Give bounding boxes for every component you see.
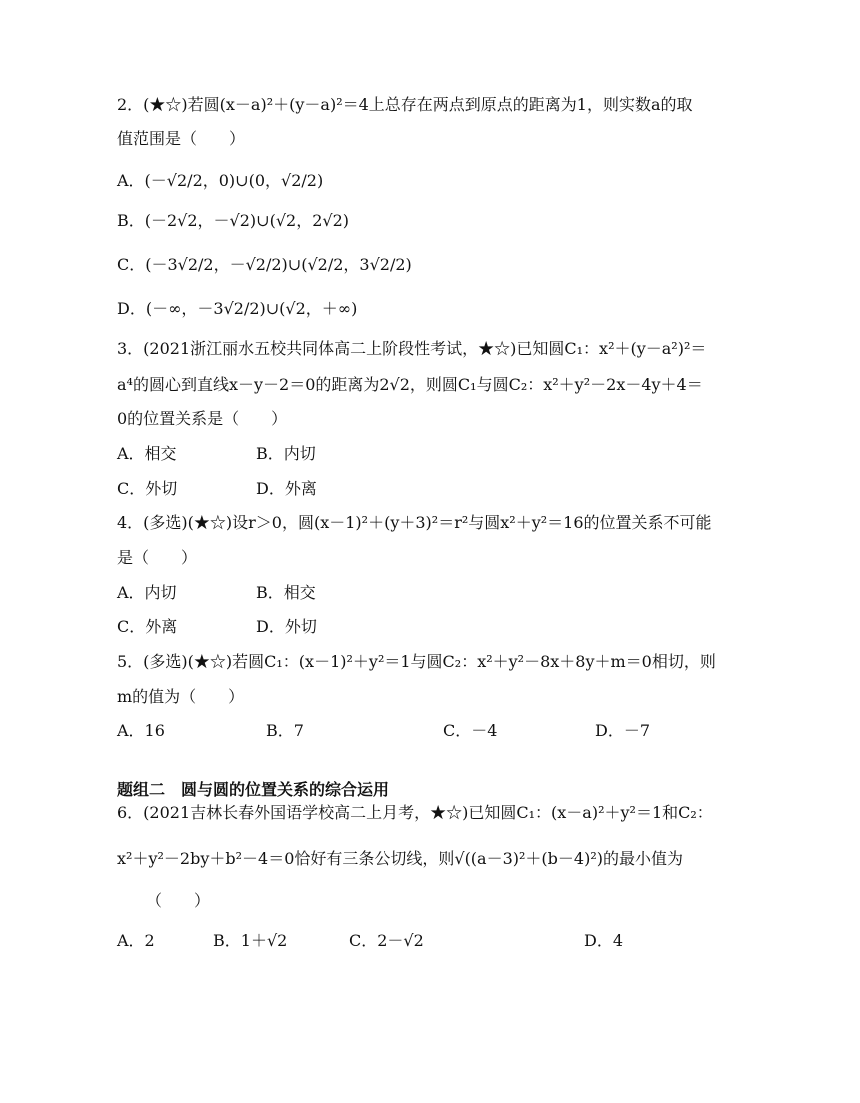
q5-option-d: D．－7 bbox=[595, 721, 651, 740]
q4-option-d: D．外切 bbox=[256, 617, 317, 636]
q3-option-b: B．内切 bbox=[256, 444, 316, 463]
q2-option-a: A．(－√2/2，0)∪(0，√2/2) bbox=[117, 171, 324, 190]
q6-line-2: x²＋y²－2by＋b²－4＝0恰好有三条公切线，则√((a－3)²＋(b－4)²)的最小值为 bbox=[117, 849, 683, 868]
q3-line-1: 3．(2021浙江丽水五校共同体高二上阶段性考试，★☆)已知圆C₁：x²＋(y－a²)²＝ bbox=[117, 339, 707, 358]
q2-option-b: B．(－2√2，－√2)∪(√2，2√2) bbox=[117, 211, 349, 230]
q5-option-c: C．－4 bbox=[443, 721, 498, 740]
q2-option-d: D．(－∞，－3√2/2)∪(√2，＋∞) bbox=[117, 299, 358, 318]
q5-option-b: B．7 bbox=[266, 721, 304, 740]
q6-option-d: D．4 bbox=[584, 931, 624, 950]
q3-line-3: 0的位置关系是（ ） bbox=[117, 409, 288, 428]
q3-option-d: D．外离 bbox=[256, 479, 317, 498]
q5-line-2: m的值为（ ） bbox=[117, 687, 245, 706]
q6-line-3: （ ） bbox=[146, 891, 211, 910]
q3-option-a: A．相交 bbox=[117, 444, 177, 463]
q4-option-b: B．相交 bbox=[256, 583, 316, 602]
q2-line-2: 值范围是（ ） bbox=[117, 129, 246, 148]
q5-line-1: 5．(多选)(★☆)若圆C₁：(x－1)²＋y²＝1与圆C₂：x²＋y²－8x＋8y＋m＝0相切，则 bbox=[117, 652, 716, 671]
section-heading: 题组二 圆与圆的位置关系的综合运用 bbox=[117, 780, 390, 799]
q3-option-c: C．外切 bbox=[117, 479, 178, 498]
q5-option-a: A．16 bbox=[117, 721, 165, 740]
q6-line-1: 6．(2021吉林长春外国语学校高二上月考，★☆)已知圆C₁：(x－a)²＋y²＝1和C₂： bbox=[117, 803, 713, 822]
q2-option-c: C．(－3√2/2，－√2/2)∪(√2/2，3√2/2) bbox=[117, 255, 412, 274]
q4-line-1: 4．(多选)(★☆)设r＞0，圆(x－1)²＋(y＋3)²＝r²与圆x²＋y²＝16的位置关系不可能 bbox=[117, 513, 712, 532]
q4-option-c: C．外离 bbox=[117, 617, 178, 636]
q6-option-a: A．2 bbox=[117, 931, 155, 950]
q2-line-1: 2．(★☆)若圆(x－a)²＋(y－a)²＝4上总存在两点到原点的距离为1，则实数a的取 bbox=[117, 95, 693, 114]
q6-option-c: C．2－√2 bbox=[349, 931, 424, 950]
q3-line-2: a⁴的圆心到直线x－y－2＝0的距离为2√2，则圆C₁与圆C₂：x²＋y²－2x－4y＋4＝ bbox=[117, 375, 703, 394]
q6-option-b: B．1＋√2 bbox=[213, 931, 288, 950]
q4-line-2: 是（ ） bbox=[117, 548, 198, 567]
q4-option-a: A．内切 bbox=[117, 583, 177, 602]
